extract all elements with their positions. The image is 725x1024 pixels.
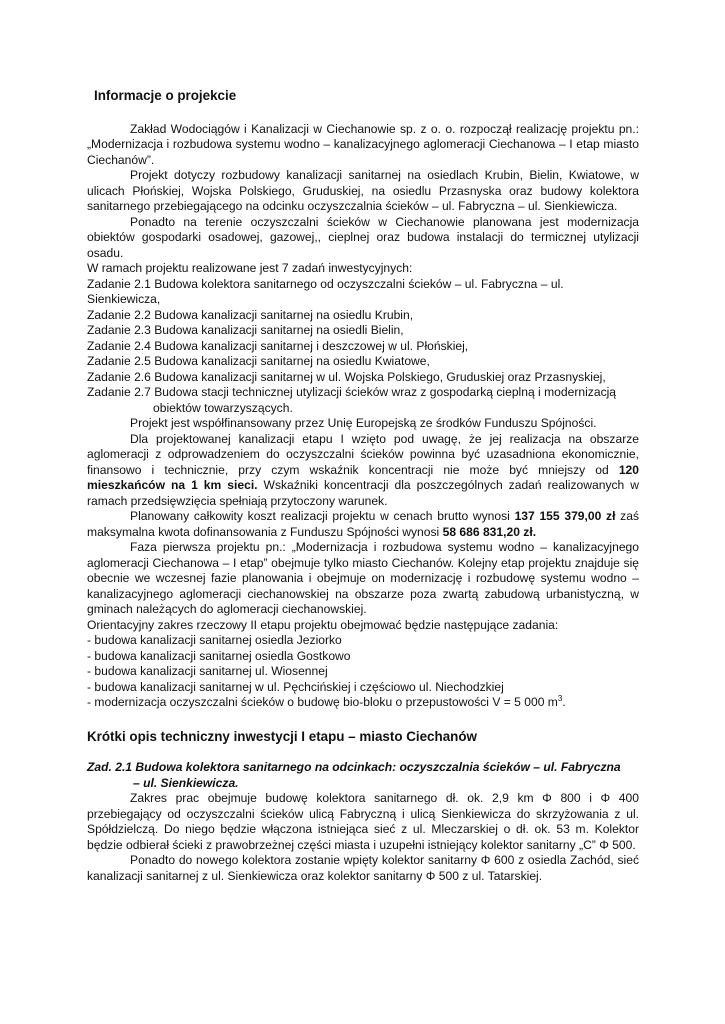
bold-text: 137 155 379,00 zł <box>514 509 616 523</box>
list-item: - budowa kanalizacji sanitarnej w ul. Pęchcińskiej i częściowo ul. Niechodzkiej <box>87 679 504 694</box>
list-item: - budowa kanalizacji sanitarnej osiedla Gostkowo <box>87 648 351 663</box>
list-item: Zadanie 2.3 Budowa kanalizacji sanitarnej na osiedli Bielin, <box>87 323 404 337</box>
list-item: - budowa kanalizacji sanitarnej osiedla Jeziorko <box>87 633 342 647</box>
superscript: 3 <box>557 693 563 703</box>
tasks-intro: W ramach projektu realizowane jest 7 zadań inwestycyjnych: <box>87 261 413 275</box>
task21-section <box>87 791 639 884</box>
page-title: Informacje o projekcie <box>94 88 237 103</box>
paragraph <box>87 791 639 853</box>
paragraph <box>87 853 639 884</box>
list-item: Zadanie 2.2 Budowa kanalizacji sanitarnej na osiedlu Krubin, <box>87 307 414 322</box>
paragraph <box>87 509 639 540</box>
list-item-end: . <box>562 695 566 709</box>
stage2-intro: Orientacyjny zakres rzeczowy II etapu projektu obejmować będzie następujące zadania: <box>87 617 559 632</box>
document-content <box>87 88 639 884</box>
bold-text: 58 686 831,20 zł. <box>442 524 537 539</box>
stage2-list <box>87 633 639 711</box>
tasks-list <box>87 277 639 417</box>
text-run: Faza pierwsza projektu pn.: „Modernizacja i rozbudowa systemu wodno – kanalizacyjnego aglomeracji Ciechanowa – I etap” obejmuje tylko miasto Ciechanów. Kolejny etap projektu znajduje się obecnie we wczesnej fazie planowania i obejmuje on modernizację i rozbudowę systemu wodno – kanalizacyjnego aglomeracji ciechanowskiej na obszarze poza zwartą zabudową urbanistyczną, w gminach należących do aglomeracji ciechanowskiej. <box>87 540 639 616</box>
text-run: Wskaźniki koncentracji dla poszczególnych zadań realizowanych w ramach przedsięwzięcia spełniają przytoczony warunek. <box>87 478 639 508</box>
list-item <box>87 695 639 711</box>
text-run: Zakład Wodociągów i Kanalizacji w Ciechanowie sp. z o. o. rozpoczął realizację projektu pn.: „Modernizacja i rozbudowa systemu wodno – kanalizacyjnego aglomeracji Ciechanowa – I etap miasto Ciechanów”. <box>87 121 639 167</box>
paragraph <box>87 168 639 215</box>
paragraph <box>87 416 639 432</box>
text-run: Ponadto na terenie oczyszczalni ścieków w Ciechanowie planowana jest modernizacja obiektów gospodarki osadowej, gazowej,, cieplnej oraz budowa instalacji do termicznej utylizacji osadu. <box>87 214 639 260</box>
list-item: Zadanie 2.1 Budowa kolektora sanitarnego od oczyszczalni ścieków – ul. Fabryczna – ul. Sienkiewicza, <box>87 276 564 306</box>
list-item: Zadanie 2.6 Budowa kanalizacji sanitarnej w ul. Wojska Polskiego, Gruduskiej oraz Przasnyskiej, <box>87 369 606 384</box>
funding-section <box>87 416 639 618</box>
text-run: Dla projektowanej kanalizacji etapu I wzięto pod uwagę, że jej realizacja na obszarze aglomeracji z odprowadzeniem do oczyszczalni ścieków powinna być uzasadniona ekonomicznie, finansowo i technicznie, przy czym wskaźnik koncentracji nie może być mniejszy od <box>87 431 639 477</box>
paragraph <box>87 540 639 618</box>
paragraph <box>87 122 639 169</box>
text-run: zaś maksymalna kwota dofinansowania z Funduszu Spójności wynosi <box>87 509 639 539</box>
section-title: Krótki opis techniczny inwestycji I etapu – miasto Ciechanów <box>87 728 477 744</box>
text-run: Projekt dotyczy rozbudowy kanalizacji sanitarnej na osiedlach Krubin, Bielin, Kwiatowe, w ulicach Płońskiej, Wojska Polskiego, Gruduskiej, na osiedlu Przasnyska oraz budowy kolektora sanitarnego przebiegającego na odcinku oczyszczalnia ścieków – ul. Fabryczna – ul. Sienkiewicza. <box>87 168 639 213</box>
list-item-text: - modernizacja oczyszczalni ścieków o budowę bio-bloku o przepustowości V = 5 000 m <box>87 695 558 709</box>
paragraph <box>87 432 639 510</box>
intro-section <box>87 122 639 262</box>
bold-text: 120 mieszkańców na 1 km sieci. <box>87 462 639 492</box>
list-item-continuation: obiektów towarzyszących. <box>153 400 293 415</box>
list-item: Zadanie 2.7 Budowa stacji technicznej utylizacji ścieków wraz z gospodarką cieplną i modernizacją <box>87 385 617 399</box>
paragraph <box>87 215 639 262</box>
subsection-title: Zad. 2.1 Budowa kolektora sanitarnego na odcinkach: oczyszczalnia ścieków – ul. Fabryczna <box>87 760 621 774</box>
subsection-title-continuation: – ul. Sienkiewicza. <box>133 775 239 790</box>
list-item: Zadanie 2.5 Budowa kanalizacji sanitarnej na osiedlu Kwiatowe, <box>87 354 430 368</box>
text-run: Planowany całkowity koszt realizacji projektu w cenach brutto wynosi <box>130 509 515 523</box>
text-run: Zakres prac obejmuje budowę kolektora sanitarnego dł. ok. 2,9 km Φ 800 i Φ 400 przebiegający od oczyszczalni ścieków ulicą Fabryczną i ulicą Sienkiewicza do skrzyżowania z ul. Spółdzielczą. Do niego będzie włączona istniejąca sieć z ul. Mleczarskiej o dł. ok. 53 m. Kolektor będzie odbierał ścieki z prawobrzeżnej części miasta i uzupełni istniejący kolektor sanitarny „C” Φ 500. <box>87 791 639 852</box>
list-item: Zadanie 2.4 Budowa kanalizacji sanitarnej i deszczowej w ul. Płońskiej, <box>87 338 469 353</box>
text-run: Projekt jest współfinansowany przez Unię Europejską ze środków Funduszu Spójności. <box>130 416 597 430</box>
text-run: Ponadto do nowego kolektora zostanie wpięty kolektor sanitarny Φ 600 z osiedla Zachód, sieć kanalizacji sanitarnej z ul. Sienkiewicza oraz kolektor sanitarny Φ 500 z ul. Tatarskiej. <box>87 853 639 883</box>
list-item: - budowa kanalizacji sanitarnej ul. Wiosennej <box>87 664 328 678</box>
